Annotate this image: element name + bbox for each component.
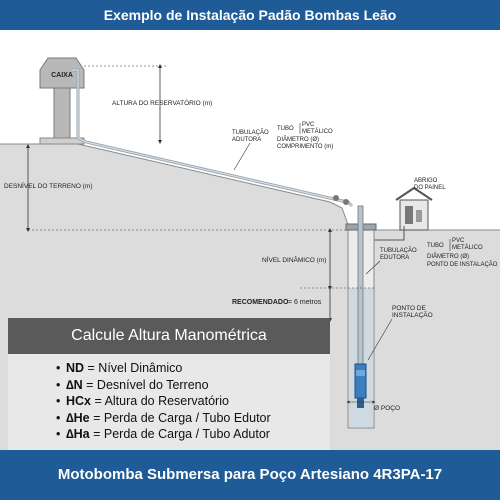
desnivel-terreno-label: DESNÍVEL DO TERRENO (m) [4, 183, 93, 190]
poco-label: Ø POÇO [374, 405, 401, 412]
comprimento-label: COMPRIMENTO (m) [277, 144, 334, 150]
header-banner [0, 0, 500, 30]
altura-reservatorio-label: ALTURA DO RESERVATÓRIO (m) [112, 100, 213, 107]
recomendado-value: = 6 metros [288, 299, 322, 306]
recomendado-label: RECOMENDADO [232, 299, 289, 306]
calc-item: • ND = Nível Dinâmico [56, 361, 183, 375]
abrigo-shelter [396, 188, 432, 230]
ponto-de-label-1: PONTO DE [392, 305, 426, 312]
calc-item: • ∆Ha = Perda de Carga / Tubo Adutor [56, 427, 270, 441]
tubulacao-edutora-label-1: TUBULAÇÃO [380, 248, 417, 254]
ponto-de-label-2: INSTALAÇÃO [392, 312, 433, 319]
caixa-label: CAIXA [51, 72, 73, 79]
tubo-label-2: TUBO [427, 243, 444, 249]
edutora-pipe [358, 206, 363, 366]
tubulacao-adutora-label-1: TUBULAÇÃO [232, 130, 269, 136]
tubulacao-adutora-label-2: ADUTORA [232, 137, 262, 143]
pvc-label: PVC [302, 122, 315, 128]
valve-icon [343, 199, 349, 205]
ponto-instalacao-label: PONTO DE INSTALAÇÃO [427, 262, 498, 268]
tubulacao-edutora-label-2: EDUTORA [380, 255, 410, 261]
abrigo-label-1: ABRIGO [414, 178, 438, 184]
valve-icon [333, 195, 339, 201]
metalico-label-2: METÁLICO [452, 245, 483, 251]
tubo-label: TUBO [277, 126, 294, 132]
diametro-label-2: DIÂMETRO (Ø) [427, 254, 469, 260]
calc-item: • ∆N = Desnível do Terreno [56, 377, 209, 392]
nivel-dinamico-label: NÍVEL DINÂMICO (m) [262, 257, 327, 264]
calc-item: • ∆He = Perda de Carga / Tubo Edutor [56, 410, 271, 425]
pvc-label-2: PVC [452, 238, 465, 244]
abrigo-label-2: DO PAINEL [414, 185, 446, 191]
calc-list [56, 360, 271, 443]
header-title: Exemplo de Instalação Padão Bombas Leão [103, 7, 397, 23]
footer-banner [0, 450, 500, 500]
calc-title: Calcule Altura Manométrica [8, 318, 330, 354]
metalico-label: METÁLICO [302, 129, 333, 135]
calc-panel [8, 318, 330, 450]
diametro-label: DIÂMETRO (Ø) [277, 137, 319, 143]
calc-item: • HCx = Altura do Reservatório [56, 394, 229, 408]
footer-title: Motobomba Submersa para Poço Artesiano 4R3PA-17 [57, 466, 443, 483]
